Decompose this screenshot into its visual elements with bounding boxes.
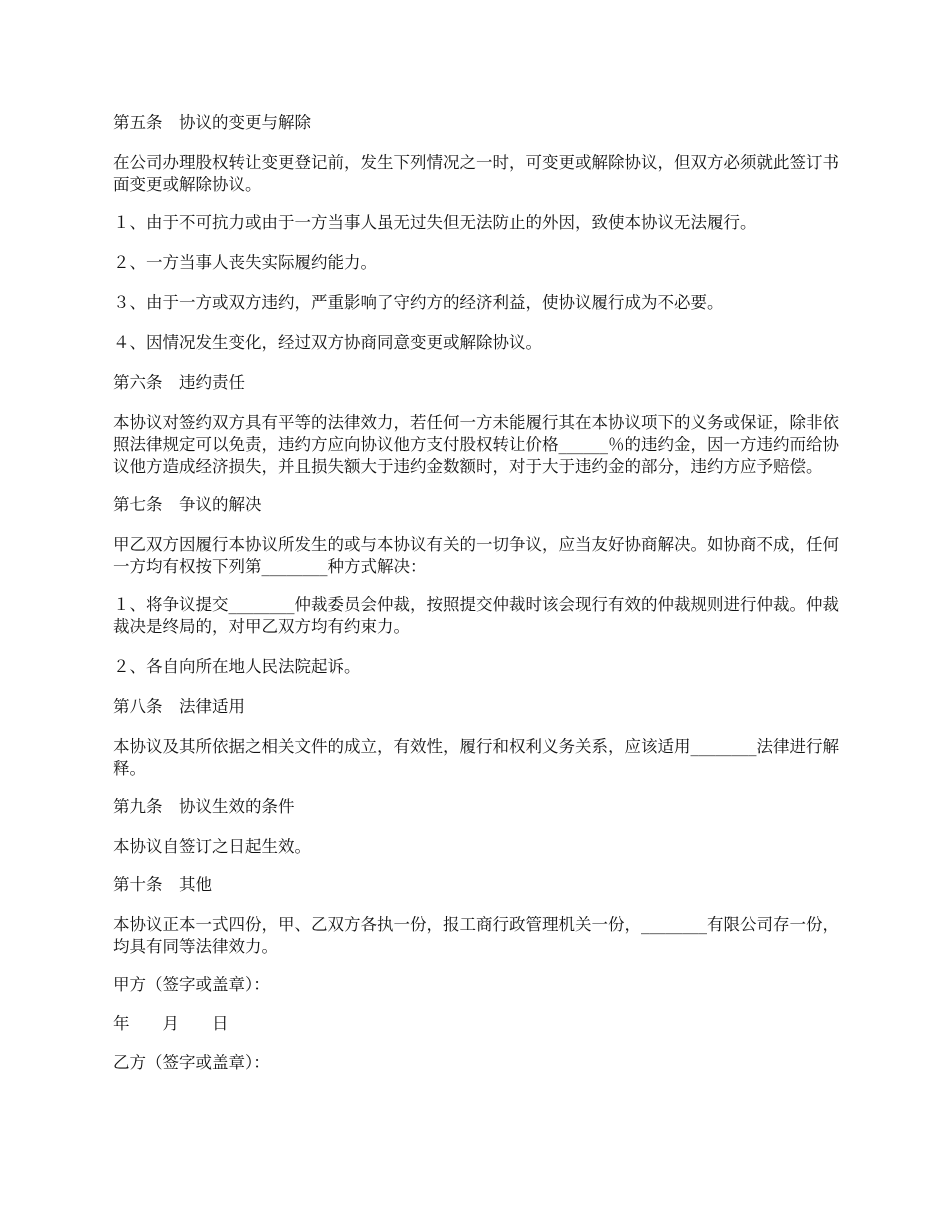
article-10-title: 第十条 其他 <box>113 875 212 894</box>
article-6-body: 本协议对签约双方具有平等的法律效力，若任何一方未能履行其在本协议项下的义务或保证，除非依照法律规定可以免责，违约方应向协议他方支付股权转让价格______％的违约金，因一方违约而给协议他方造成经济损失，并且损失额大于违约金数额时，对于大于违约金的部分，违约方应予赔偿。 <box>113 413 839 476</box>
signature-date: 年 月 日 <box>113 1014 229 1033</box>
article-8-body: 本协议及其所依据之相关文件的成立，有效性，履行和权利义务关系，应该适用________法律进行解释。 <box>113 737 839 778</box>
article-5-item-2: ２、一方当事人丧失实际履约能力。 <box>113 253 377 272</box>
article-8-title: 第八条 法律适用 <box>113 697 245 716</box>
article-5-title: 第五条 协议的变更与解除 <box>113 113 311 132</box>
article-9-title: 第九条 协议生效的条件 <box>113 797 295 816</box>
article-5-item-4: ４、因情况发生变化，经过双方协商同意变更或解除协议。 <box>113 333 542 352</box>
article-7-item-2: ２、各自向所在地人民法院起诉。 <box>113 657 361 676</box>
article-6-title: 第六条 违约责任 <box>113 373 245 392</box>
party-b-signature: 乙方（签字或盖章）： <box>113 1053 270 1072</box>
article-10-body: 本协议正本一式四份，甲、乙双方各执一份，报工商行政管理机关一份，________有限公司存一份，均具有同等法律效力。 <box>113 915 839 956</box>
article-5-item-1: １、由于不可抗力或由于一方当事人虽无过失但无法防止的外因，致使本协议无法履行。 <box>113 213 757 232</box>
article-7-body: 甲乙双方因履行本协议所发生的或与本协议有关的一切争议，应当友好协商解决。如协商不成，任何一方均有权按下列第________种方式解决： <box>113 535 839 576</box>
party-a-signature: 甲方（签字或盖章）： <box>113 975 270 994</box>
article-5-intro: 在公司办理股权转让变更登记前，发生下列情况之一时，可变更或解除协议，但双方必须就此签订书面变更或解除协议。 <box>113 153 839 194</box>
article-5-item-3: ３、由于一方或双方违约，严重影响了守约方的经济利益，使协议履行成为不必要。 <box>113 293 724 312</box>
article-7-item-1: １、将争议提交________仲裁委员会仲裁，按照提交仲裁时该会现行有效的仲裁规则进行仲裁。仲裁裁决是终局的，对甲乙双方均有约束力。 <box>113 595 839 636</box>
article-9-body: 本协议自签订之日起生效。 <box>113 837 311 856</box>
article-7-title: 第七条 争议的解决 <box>113 495 262 514</box>
document-page <box>113 112 841 1091</box>
